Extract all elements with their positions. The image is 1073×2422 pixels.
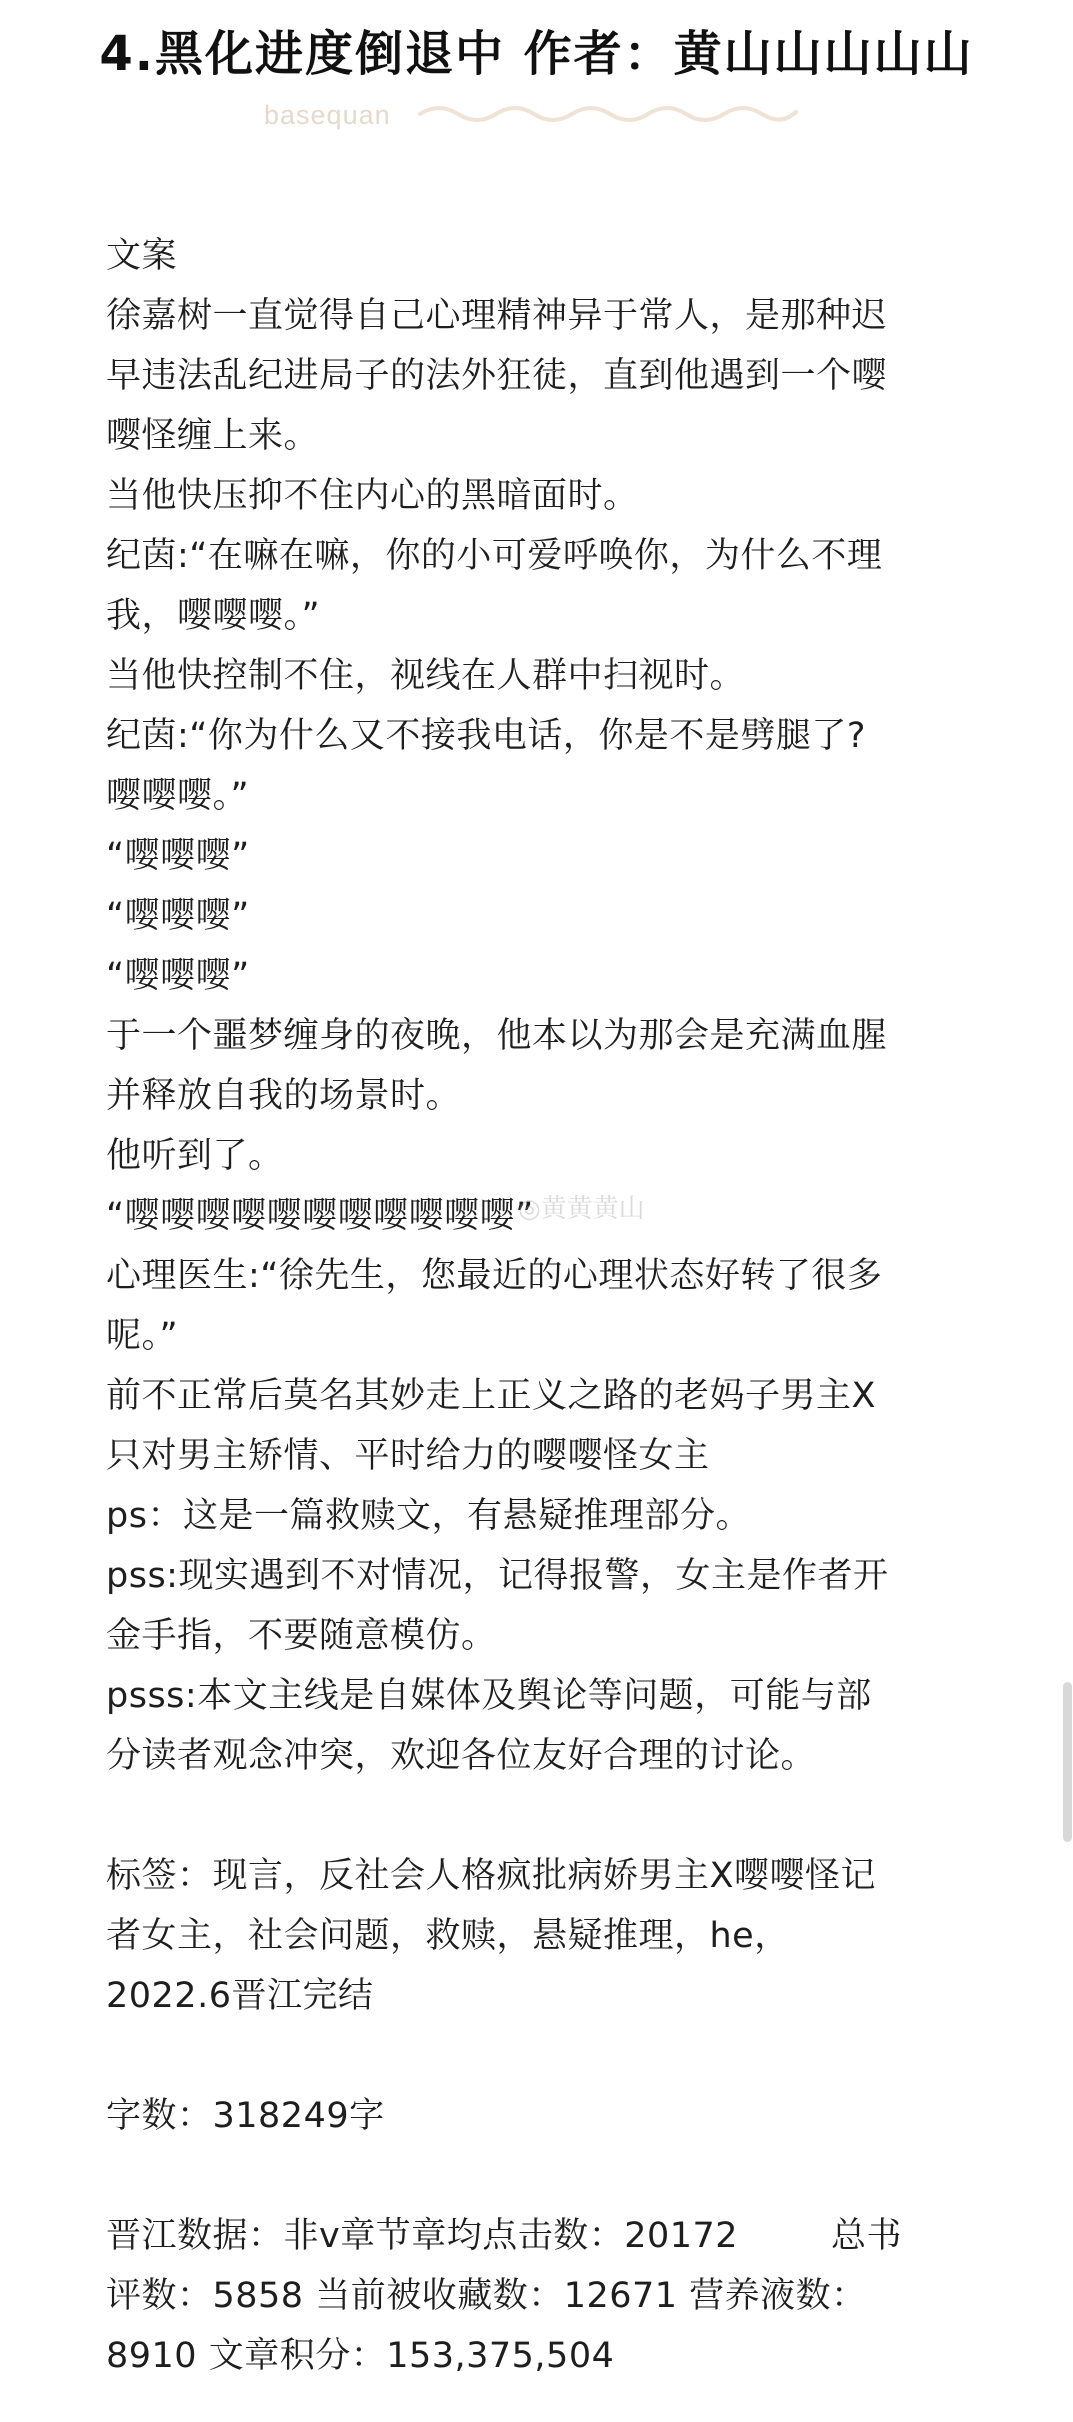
text-line: 呢。” — [106, 1316, 179, 1356]
stats-line: 评数：5858 当前被收藏数：12671 营养液数： — [106, 2276, 867, 2316]
text-line: psss:本文主线是自媒体及舆论等问题，可能与部 — [106, 1676, 872, 1716]
text-line: 我，嘤嘤嘤。” — [106, 596, 321, 636]
text-line: “嘤嘤嘤” — [106, 836, 250, 876]
stats-line: 8910 文章积分：153,375,504 — [106, 2336, 615, 2376]
text-line: 前不正常后莫名其妙走上正义之路的老妈子男主X — [106, 1376, 876, 1416]
text-line: 嘤怪缠上来。 — [106, 416, 320, 456]
text-line: 纪茵:“在嘛在嘛，你的小可爱呼唤你，为什么不理 — [106, 536, 883, 576]
section-heading: 文案 — [106, 236, 178, 276]
text-line: 分读者观念冲突，欢迎各位友好合理的讨论。 — [106, 1736, 817, 1776]
text-line: pss:现实遇到不对情况，记得报警，女主是作者开 — [106, 1556, 889, 1596]
text-line: ps：这是一篇救赎文，有悬疑推理部分。 — [106, 1496, 751, 1536]
text-line: 只对男主矫情、平时给力的嘤嘤怪女主 — [106, 1436, 710, 1476]
tags-line: 标签：现言，反社会人格疯批病娇男主X嘤嘤怪记 — [106, 1856, 876, 1896]
article-body — [106, 226, 986, 2386]
blank-line — [106, 1786, 986, 1846]
text-line: “嘤嘤嘤嘤嘤嘤嘤嘤嘤嘤嘤” — [106, 1196, 534, 1236]
wave-decoration — [418, 100, 798, 130]
text-line: 当他快控制不住，视线在人群中扫视时。 — [106, 656, 746, 696]
text-line: “嘤嘤嘤” — [106, 896, 250, 936]
brand-watermark: basequan — [264, 100, 391, 130]
text-line: 当他快压抑不住内心的黑暗面时。 — [106, 476, 639, 516]
blank-line — [106, 2146, 986, 2206]
stats-line: 晋江数据：非v章节章均点击数：20172 总书 — [106, 2216, 903, 2256]
page-title: 4.黑化进度倒退中 作者：黄山山山山山 — [99, 26, 974, 82]
text-line: 于一个噩梦缠身的夜晚，他本以为那会是充满血腥 — [106, 1016, 888, 1056]
text-line: 金手指，不要随意模仿。 — [106, 1616, 497, 1656]
text-line: 早违法乱纪进局子的法外狂徒，直到他遇到一个嘤 — [106, 356, 888, 396]
blank-line — [106, 2026, 986, 2086]
text-line: 嘤嘤嘤。” — [106, 776, 250, 816]
word-count: 字数：318249字 — [106, 2096, 385, 2136]
weibo-watermark: ◎黄黄黄山 — [518, 1194, 645, 1224]
text-line: 并释放自我的场景时。 — [106, 1076, 462, 1116]
text-line: 心理医生:“徐先生，您最近的心理状态好转了很多 — [106, 1256, 883, 1296]
text-line: 纪茵:“你为什么又不接我电话，你是不是劈腿了? — [106, 716, 867, 756]
scrollbar-thumb[interactable] — [1063, 1682, 1072, 1842]
tags-line: 者女主，社会问题，救赎，悬疑推理，he， — [106, 1916, 790, 1956]
text-line: 徐嘉树一直觉得自己心理精神异于常人，是那种迟 — [106, 296, 888, 336]
tags-line: 2022.6晋江完结 — [106, 1976, 374, 2016]
text-line: 他听到了。 — [106, 1136, 284, 1176]
text-line: “嘤嘤嘤” — [106, 956, 250, 996]
